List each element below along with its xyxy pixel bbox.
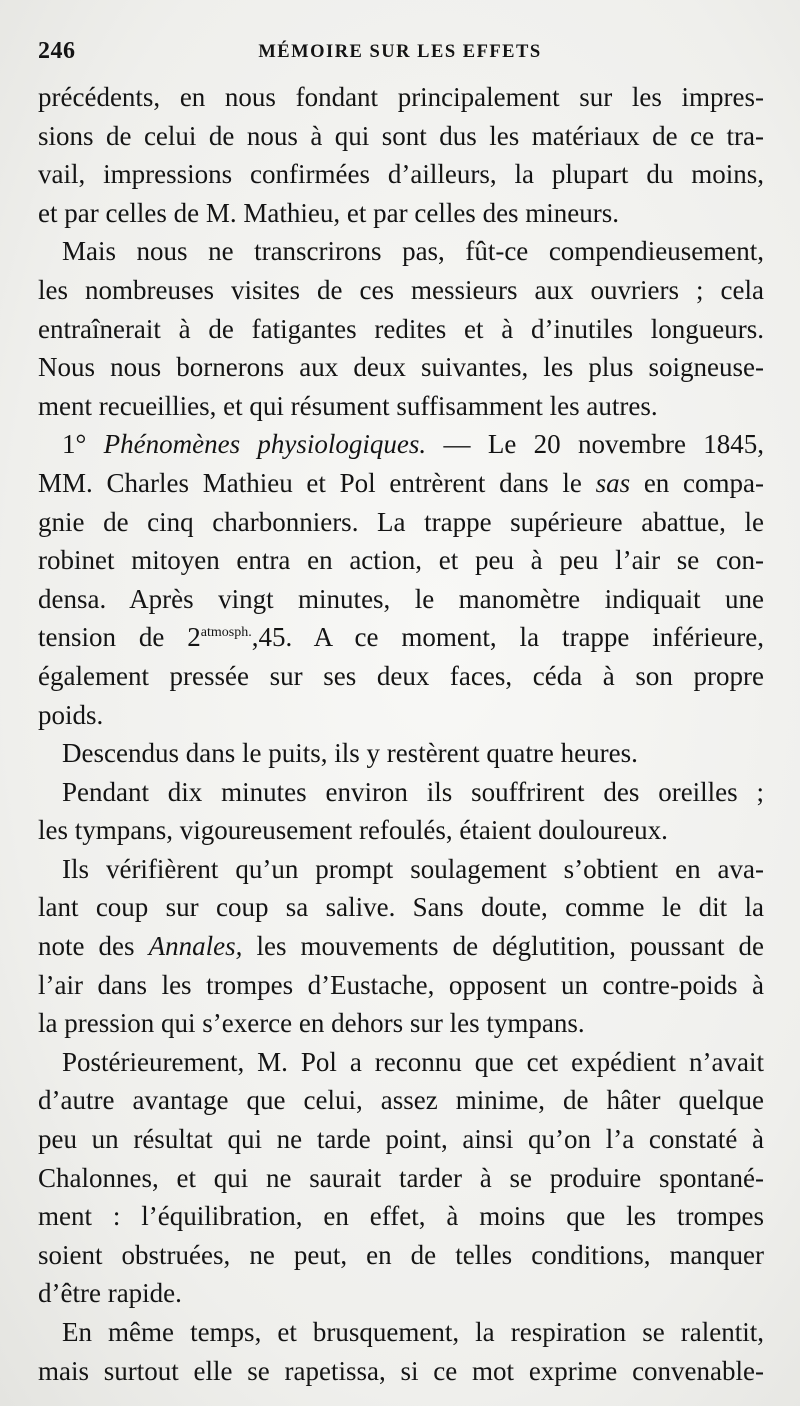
- section-date: — Le 20 novembre 1845,: [443, 429, 764, 460]
- text-line: Ils vérifièrent qu’un prompt soulagement s’obtient en ava-: [62, 853, 764, 884]
- text-line: mais surtout elle se rapetissa, si ce mot exprime convenable-: [38, 1355, 764, 1386]
- text-line: et par celles de M. Mathieu, et par celles des mineurs.: [38, 197, 620, 228]
- text-line: les tympans, vigoureusement refoulés, étaient douloureux.: [38, 815, 668, 846]
- text-line: Nous nous bornerons aux deux suivantes, les plus soigneuse-: [38, 352, 764, 383]
- italic-word: Annales,: [148, 931, 243, 962]
- text-line: poids.: [38, 699, 104, 730]
- text-line: En même temps, et brusquement, la respiration se ralentit,: [62, 1317, 764, 1347]
- text-line: densa. Après vingt minutes, le manomètre indiquait une: [38, 583, 764, 614]
- superscript: atmosph.: [200, 625, 252, 641]
- text-line: d’autre avantage que celui, assez minime, de hâter quelque: [38, 1085, 764, 1116]
- text-line: d’être rapide.: [38, 1278, 182, 1309]
- text-segment: note des: [38, 931, 135, 962]
- text-segment: ,45. A ce moment, la trappe inférieure,: [251, 622, 764, 653]
- text-segment: MM. Charles Mathieu et Pol entrèrent dans le: [38, 467, 582, 498]
- text-line: soient obstruées, ne peut, en de telles conditions, manquer: [38, 1239, 764, 1270]
- text-line: robinet mitoyen entra en action, et peu à peu l’air se con-: [38, 545, 764, 576]
- text-line: ment : l’équilibration, en effet, à moins que les trompes: [38, 1201, 764, 1232]
- text-line: également pressée sur ses deux faces, céda à son propre: [38, 660, 764, 691]
- text-line: [38, 425, 764, 464]
- section-title: Phénomènes physiologiques.: [103, 429, 427, 460]
- text-line: [38, 618, 764, 657]
- text-line: Pendant dix minutes environ ils souffrirent des oreilles ;: [62, 776, 764, 807]
- page-number: 246: [38, 38, 76, 64]
- text-line: vail, impressions confirmées d’ailleurs, la plupart du moins,: [38, 159, 764, 190]
- text-line: Postérieurement, M. Pol a reconnu que cet expédient n’avait: [62, 1046, 764, 1077]
- text-line: précédents, en nous fondant principalement sur les impres-: [38, 82, 764, 112]
- text-line: lant coup sur coup sa salive. Sans doute, comme le dit la: [38, 892, 764, 923]
- text-line: Descendus dans le puits, ils y restèrent quatre heures.: [62, 738, 638, 769]
- text-line: l’air dans les trompes d’Eustache, opposent un contre-poids à: [38, 969, 764, 1000]
- text-line: [38, 927, 764, 966]
- text-segment: en compa-: [643, 467, 764, 498]
- text-line: les nombreuses visites de ces messieurs aux ouvriers ; cela: [38, 274, 764, 305]
- text-line: [38, 464, 764, 503]
- text-line: gnie de cinq charbonniers. La trappe supérieure abattue, le: [38, 506, 764, 537]
- text-line: la pression qui s’exerce en dehors sur les tympans.: [38, 1008, 585, 1039]
- italic-word: sas: [595, 467, 631, 498]
- text-line: Mais nous ne transcrirons pas, fût-ce compendieusement,: [62, 236, 764, 267]
- text-line: ment recueillies, et qui résument suffisamment les autres.: [38, 390, 658, 421]
- page-header: [38, 38, 762, 72]
- section-number: 1°: [62, 429, 87, 460]
- text-line: entraînerait à de fatigantes redites et à d’inutiles longueurs.: [38, 313, 764, 344]
- running-title: MÉMOIRE SUR LES EFFETS: [258, 42, 542, 62]
- text-line: sions de celui de nous à qui sont dus les matériaux de ce tra-: [38, 120, 764, 151]
- text-line: Chalonnes, et qui ne saurait tarder à se produire spontané-: [38, 1162, 764, 1193]
- text-line: peu un résultat qui ne tarde point, ainsi qu’on l’a constaté à: [38, 1124, 764, 1155]
- body-text: [38, 78, 764, 1390]
- text-segment: les mouvements de déglutition, poussant de: [256, 931, 764, 962]
- text-segment: tension de 2: [38, 622, 201, 653]
